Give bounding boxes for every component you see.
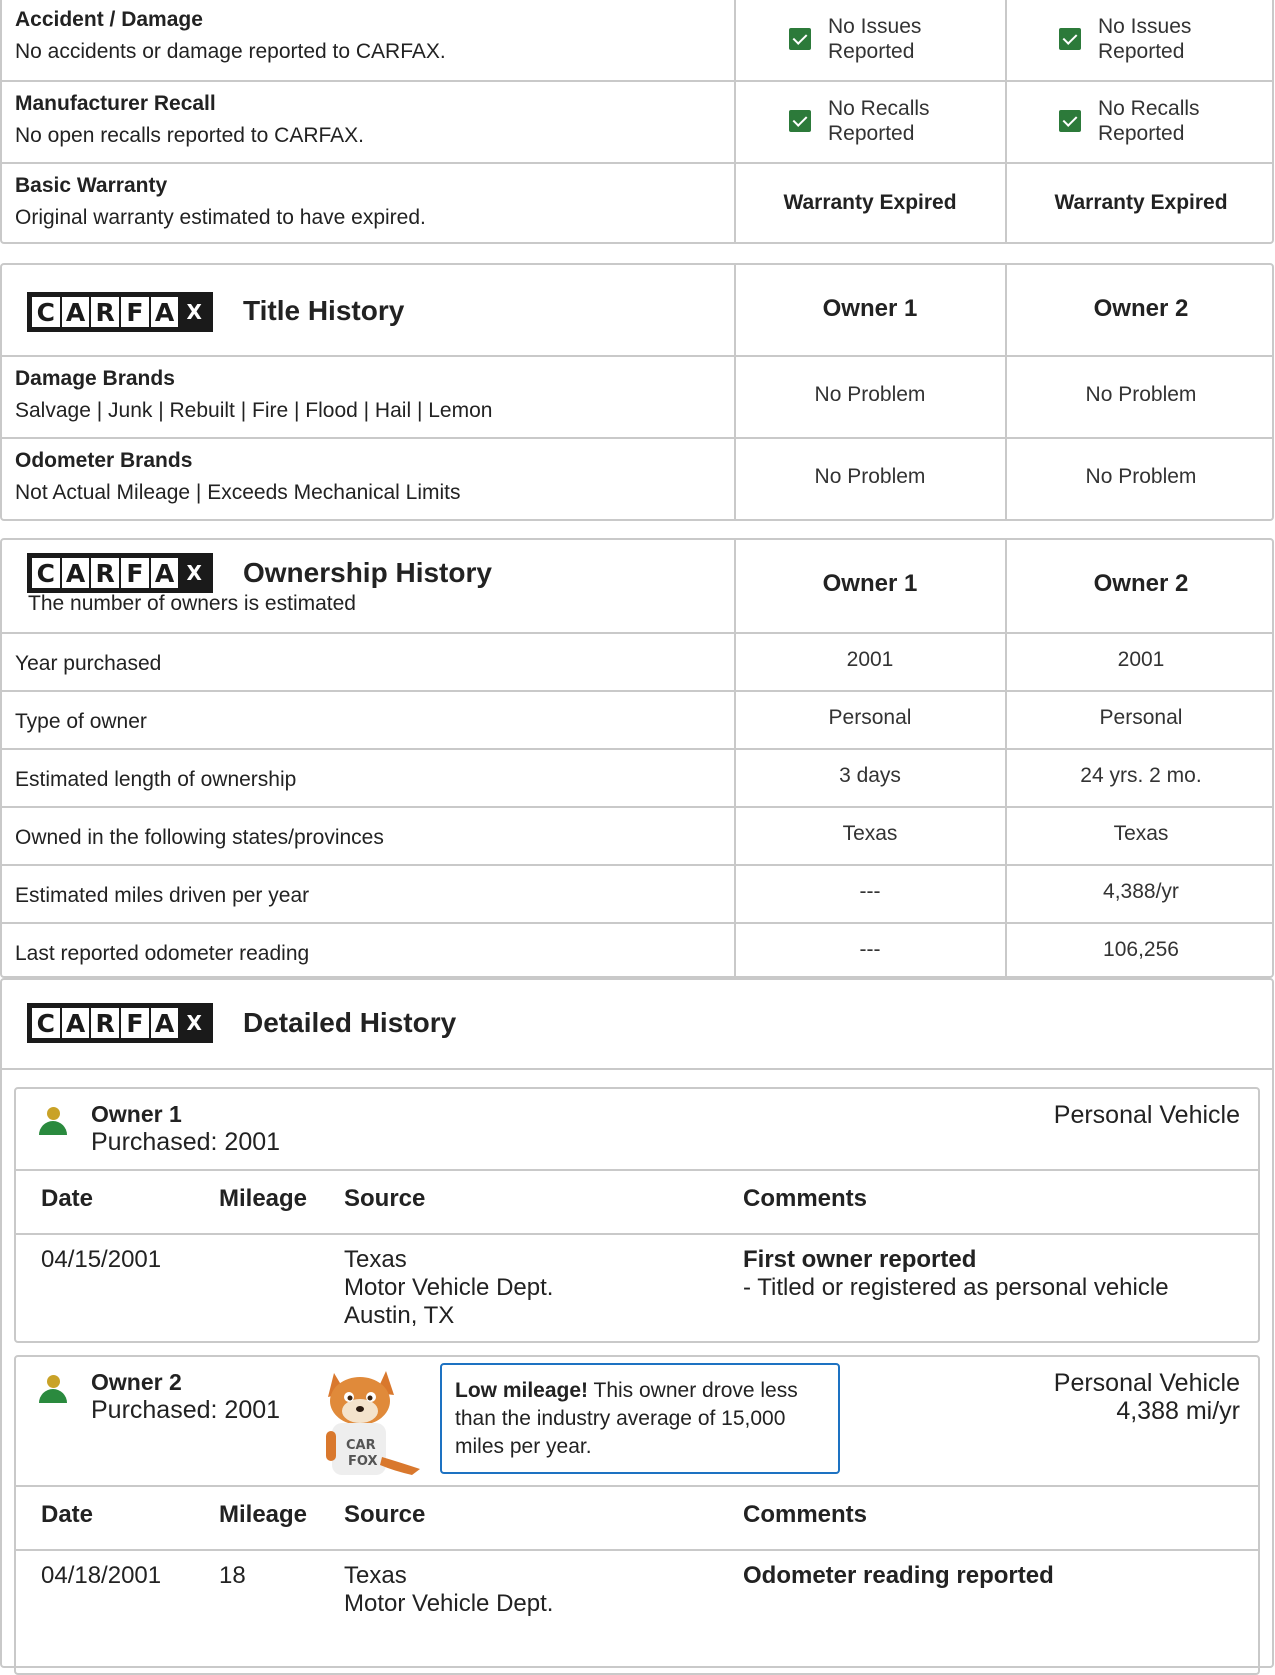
- owner2-value: 24 yrs. 2 mo.: [1080, 764, 1202, 787]
- check-icon: [789, 28, 811, 50]
- owner2-value: No Problem: [1085, 465, 1197, 488]
- owner2-value: 106,256: [1103, 938, 1179, 961]
- owner1-warranty-status: Warranty Expired: [783, 191, 957, 214]
- owner2-warranty-status: Warranty Expired: [1054, 191, 1228, 214]
- owner1-value: Texas: [842, 822, 898, 845]
- comments-column-header: Comments: [743, 1501, 868, 1528]
- record-source: Texas Motor Vehicle Dept. Austin, TX: [344, 1246, 554, 1329]
- damage-brands-row: [2, 355, 1272, 437]
- mileage-column-header: Mileage: [219, 1185, 308, 1212]
- owner1-value: No Problem: [814, 465, 926, 488]
- section-title: Detailed History: [243, 1007, 457, 1038]
- row-label: Basic Warranty: [15, 174, 168, 197]
- carfox-mascot-image: [316, 1365, 426, 1477]
- owner-vehicle-type: Personal Vehicle: [1053, 1369, 1240, 1397]
- row-label: Owned in the following states/provinces: [15, 826, 384, 849]
- status-line: No Issues: [1098, 15, 1192, 38]
- manufacturer-recall-row: [2, 80, 1272, 162]
- section-title: Ownership History: [243, 557, 492, 588]
- status-line: Reported: [828, 122, 915, 145]
- ownership-history-table: [0, 538, 1274, 978]
- check-icon: [1059, 28, 1081, 50]
- row-label: Last reported odometer reading: [15, 942, 310, 965]
- date-column-header: Date: [41, 1501, 94, 1528]
- status-line: Reported: [828, 40, 915, 63]
- owner2-value: Texas: [1113, 822, 1169, 845]
- row-description: No accidents or damage reported to CARFAX.: [15, 40, 446, 63]
- row-label: Type of owner: [15, 710, 147, 733]
- row-label: Odometer Brands: [15, 449, 193, 472]
- owner2-column-header: Owner 2: [1093, 570, 1189, 597]
- owner1-value: Personal: [828, 706, 912, 729]
- ownership-row: [2, 922, 1272, 978]
- carfax-logo: C A R F A X: [27, 292, 213, 332]
- ownership-row: [2, 632, 1272, 690]
- record-comments: First owner reported - Titled or registered as personal vehicle: [743, 1246, 1169, 1301]
- check-icon: [789, 110, 811, 132]
- detailed-history-header: [2, 980, 1272, 1068]
- status-line: No Issues: [828, 15, 922, 38]
- mileage-column-header: Mileage: [219, 1501, 308, 1528]
- person-icon: [39, 1107, 67, 1137]
- owner1-column-header: Owner 1: [822, 295, 918, 322]
- status-line: No Recalls: [1098, 97, 1200, 120]
- row-label: Estimated miles driven per year: [15, 884, 310, 907]
- title-history-table: [0, 263, 1274, 521]
- owner1-accident-status: [789, 14, 921, 64]
- status-line: Reported: [1098, 40, 1185, 63]
- accident-damage-row: [2, 0, 1272, 80]
- owner-purchased: Purchased: 2001: [91, 1396, 281, 1424]
- source-column-header: Source: [344, 1185, 426, 1212]
- comments-column-header: Comments: [743, 1185, 868, 1212]
- status-line: No Recalls: [828, 97, 930, 120]
- ownership-row: [2, 864, 1272, 922]
- record-source: Texas Motor Vehicle Dept.: [344, 1562, 554, 1617]
- row-label: Manufacturer Recall: [15, 92, 216, 115]
- record-mileage: 18: [219, 1562, 246, 1589]
- row-label: Estimated length of ownership: [15, 768, 297, 791]
- owner1-value: ---: [859, 880, 881, 903]
- owner2-value: 2001: [1117, 648, 1165, 671]
- owner-purchased: Purchased: 2001: [91, 1128, 281, 1156]
- row-label: Damage Brands: [15, 367, 175, 390]
- owner-name: Owner 2: [91, 1369, 182, 1395]
- row-label: Accident / Damage: [15, 8, 203, 31]
- carfax-logo: C A R F A X: [27, 1003, 213, 1043]
- section-title: Title History: [243, 295, 405, 326]
- row-description: No open recalls reported to CARFAX.: [15, 124, 365, 147]
- owner2-column-header: Owner 2: [1093, 295, 1189, 322]
- owner2-history-card: [14, 1355, 1260, 1675]
- owner2-accident-status: [1059, 14, 1191, 64]
- record-comments: Odometer reading reported: [743, 1562, 1054, 1589]
- owner1-value: 2001: [846, 648, 894, 671]
- row-description: Not Actual Mileage | Exceeds Mechanical Limits: [15, 481, 461, 504]
- carfax-logo: C A R F A X: [27, 553, 213, 593]
- owner2-value: 4,388/yr: [1103, 880, 1179, 903]
- owner1-value: No Problem: [814, 383, 926, 406]
- ownership-history-header: [2, 540, 1272, 632]
- owner1-recall-status: [789, 96, 930, 146]
- owner2-value: Personal: [1099, 706, 1183, 729]
- ownership-row: [2, 806, 1272, 864]
- check-icon: [1059, 110, 1081, 132]
- owner-name: Owner 1: [91, 1101, 182, 1127]
- svg-text:CAR: CAR: [346, 1438, 376, 1453]
- owner2-recall-status: [1059, 96, 1200, 146]
- owner1-value: 3 days: [839, 764, 901, 787]
- summary-table: [0, 0, 1274, 244]
- owner-miles-per-year: 4,388 mi/yr: [1116, 1397, 1240, 1425]
- record-date: 04/18/2001: [41, 1562, 162, 1589]
- row-description: Salvage | Junk | Rebuilt | Fire | Flood | Hail | Lemon: [15, 399, 493, 422]
- low-mileage-callout: Low mileage! This owner drove less than the industry average of 15,000 miles per year.: [440, 1363, 840, 1474]
- odometer-brands-row: [2, 437, 1272, 519]
- basic-warranty-row: [2, 162, 1272, 244]
- owner2-value: No Problem: [1085, 383, 1197, 406]
- section-subtitle: The number of owners is estimated: [28, 592, 356, 615]
- date-column-header: Date: [41, 1185, 94, 1212]
- row-label: Year purchased: [15, 652, 162, 675]
- owner-vehicle-type: Personal Vehicle: [1053, 1101, 1240, 1129]
- title-history-header: [2, 265, 1272, 355]
- record-date: 04/15/2001: [41, 1246, 162, 1273]
- owner1-column-header: Owner 1: [822, 570, 918, 597]
- source-column-header: Source: [344, 1501, 426, 1528]
- status-line: Reported: [1098, 122, 1185, 145]
- row-description: Original warranty estimated to have expired.: [15, 206, 426, 229]
- person-icon: [39, 1375, 67, 1405]
- svg-text:FOX: FOX: [348, 1454, 378, 1469]
- owner-vehicle-info: [1054, 1369, 1240, 1425]
- ownership-row: [2, 748, 1272, 806]
- ownership-row: [2, 690, 1272, 748]
- owner1-value: ---: [859, 938, 881, 961]
- owner1-history-card: [14, 1087, 1260, 1343]
